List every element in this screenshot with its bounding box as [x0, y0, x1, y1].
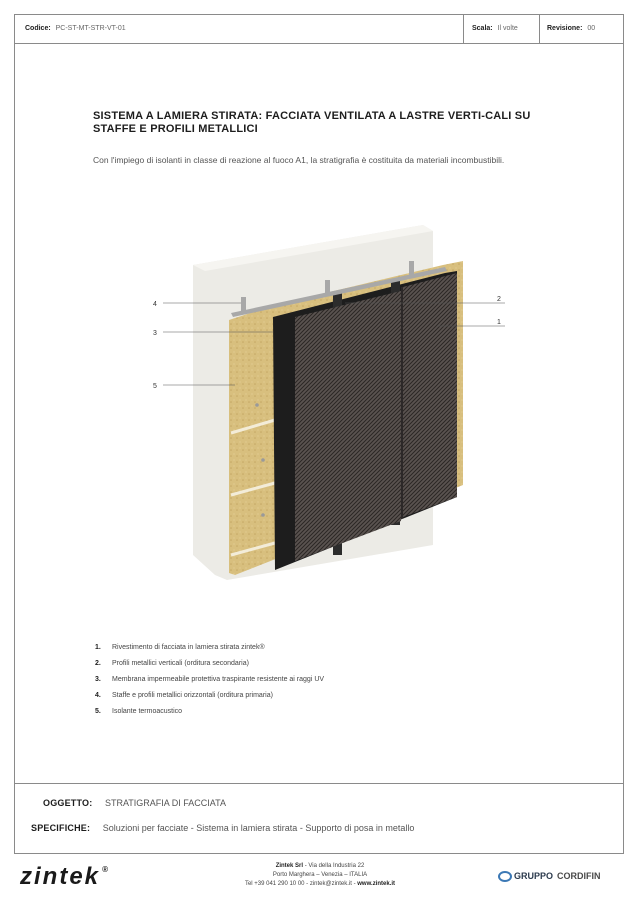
object-value: STRATIGRAFIA DI FACCIATA	[104, 798, 226, 808]
callout-label: 4	[153, 301, 157, 308]
company-address: - Via della Industria 22	[304, 863, 365, 869]
mesh-panel	[295, 291, 401, 561]
company-city: Porto Marghera – Venezia – ITALIA	[272, 872, 368, 878]
component-legend	[95, 643, 435, 723]
callout-label: 3	[153, 330, 157, 337]
bracket-icon	[241, 297, 246, 313]
anchor-icon	[261, 458, 265, 462]
bracket-icon	[325, 280, 330, 296]
company-name: Zintek Srl	[275, 863, 304, 869]
bracket-icon	[409, 261, 414, 275]
object-row	[43, 798, 226, 808]
legend-item: 2. Profili metallici verticali (orditura secondaria)	[95, 660, 249, 667]
legend-item: 1. Rivestimento di facciata in lamiera stirata zintek®	[95, 644, 265, 651]
document-sheet	[14, 14, 624, 854]
page-title: SISTEMA A LAMIERA STIRATA: FACCIATA VENTILATA A LASTRE VERTI-CALI SU STAFFE E PROFILI METALLICI	[93, 110, 531, 135]
group-logo-icon	[498, 871, 512, 882]
callout-label: 5	[153, 383, 157, 390]
revision-value: 00	[587, 25, 596, 32]
legend-item: 3. Membrana impermeabile protettiva traspirante resistente ai raggi UV	[95, 676, 325, 683]
legend-item: 4. Staffe e profili metallici orizzontali (orditura primaria)	[95, 692, 273, 699]
callout-label: 2	[497, 296, 501, 303]
company-web[interactable]: www.zintek.it	[357, 881, 396, 887]
code-field	[25, 15, 126, 43]
scale-label: Scala:	[472, 25, 493, 32]
intro-text: Con l'impiego di isolanti in classe di reazione al fuoco A1, la stratigrafia è costituita da materiali incombustibili.	[93, 155, 505, 165]
anchor-icon	[261, 513, 265, 517]
facade-stratigraphy-illustration	[145, 225, 505, 590]
registered-mark: ®	[102, 865, 111, 874]
scale-field	[472, 15, 518, 43]
header-divider	[539, 15, 540, 43]
code-value: PC-ST-MT-STR-VT-01	[55, 25, 126, 32]
revision-label: Revisione:	[547, 25, 583, 32]
specs-row	[31, 823, 414, 833]
group-name-1: GRUPPO	[514, 871, 554, 881]
header-divider	[463, 15, 464, 43]
anchor-icon	[255, 403, 259, 407]
zintek-logo	[20, 863, 111, 891]
footer	[0, 856, 640, 909]
group-name-2: CORDIFIN	[557, 871, 601, 881]
info-divider	[15, 783, 623, 784]
code-label: Codice:	[25, 25, 51, 32]
mesh-panel	[403, 273, 457, 517]
company-contacts: Tel +39 041 290 10 00 - zintek@zintek.it -	[244, 881, 356, 887]
logo-text: zintek	[20, 863, 101, 890]
scale-value: Il volte	[497, 25, 518, 32]
legend-item: 5. Isolante termoacustico	[95, 708, 183, 715]
header-bar	[15, 15, 623, 44]
revision-field	[547, 15, 595, 43]
object-label: OGGETTO:	[43, 798, 93, 808]
company-info	[190, 862, 450, 889]
callout-label: 1	[497, 319, 501, 326]
specs-value: Soluzioni per facciate - Sistema in lamiera stirata - Supporto di posa in metallo	[102, 823, 415, 833]
specs-label: SPECIFICHE:	[31, 823, 91, 833]
group-logo	[498, 871, 601, 882]
